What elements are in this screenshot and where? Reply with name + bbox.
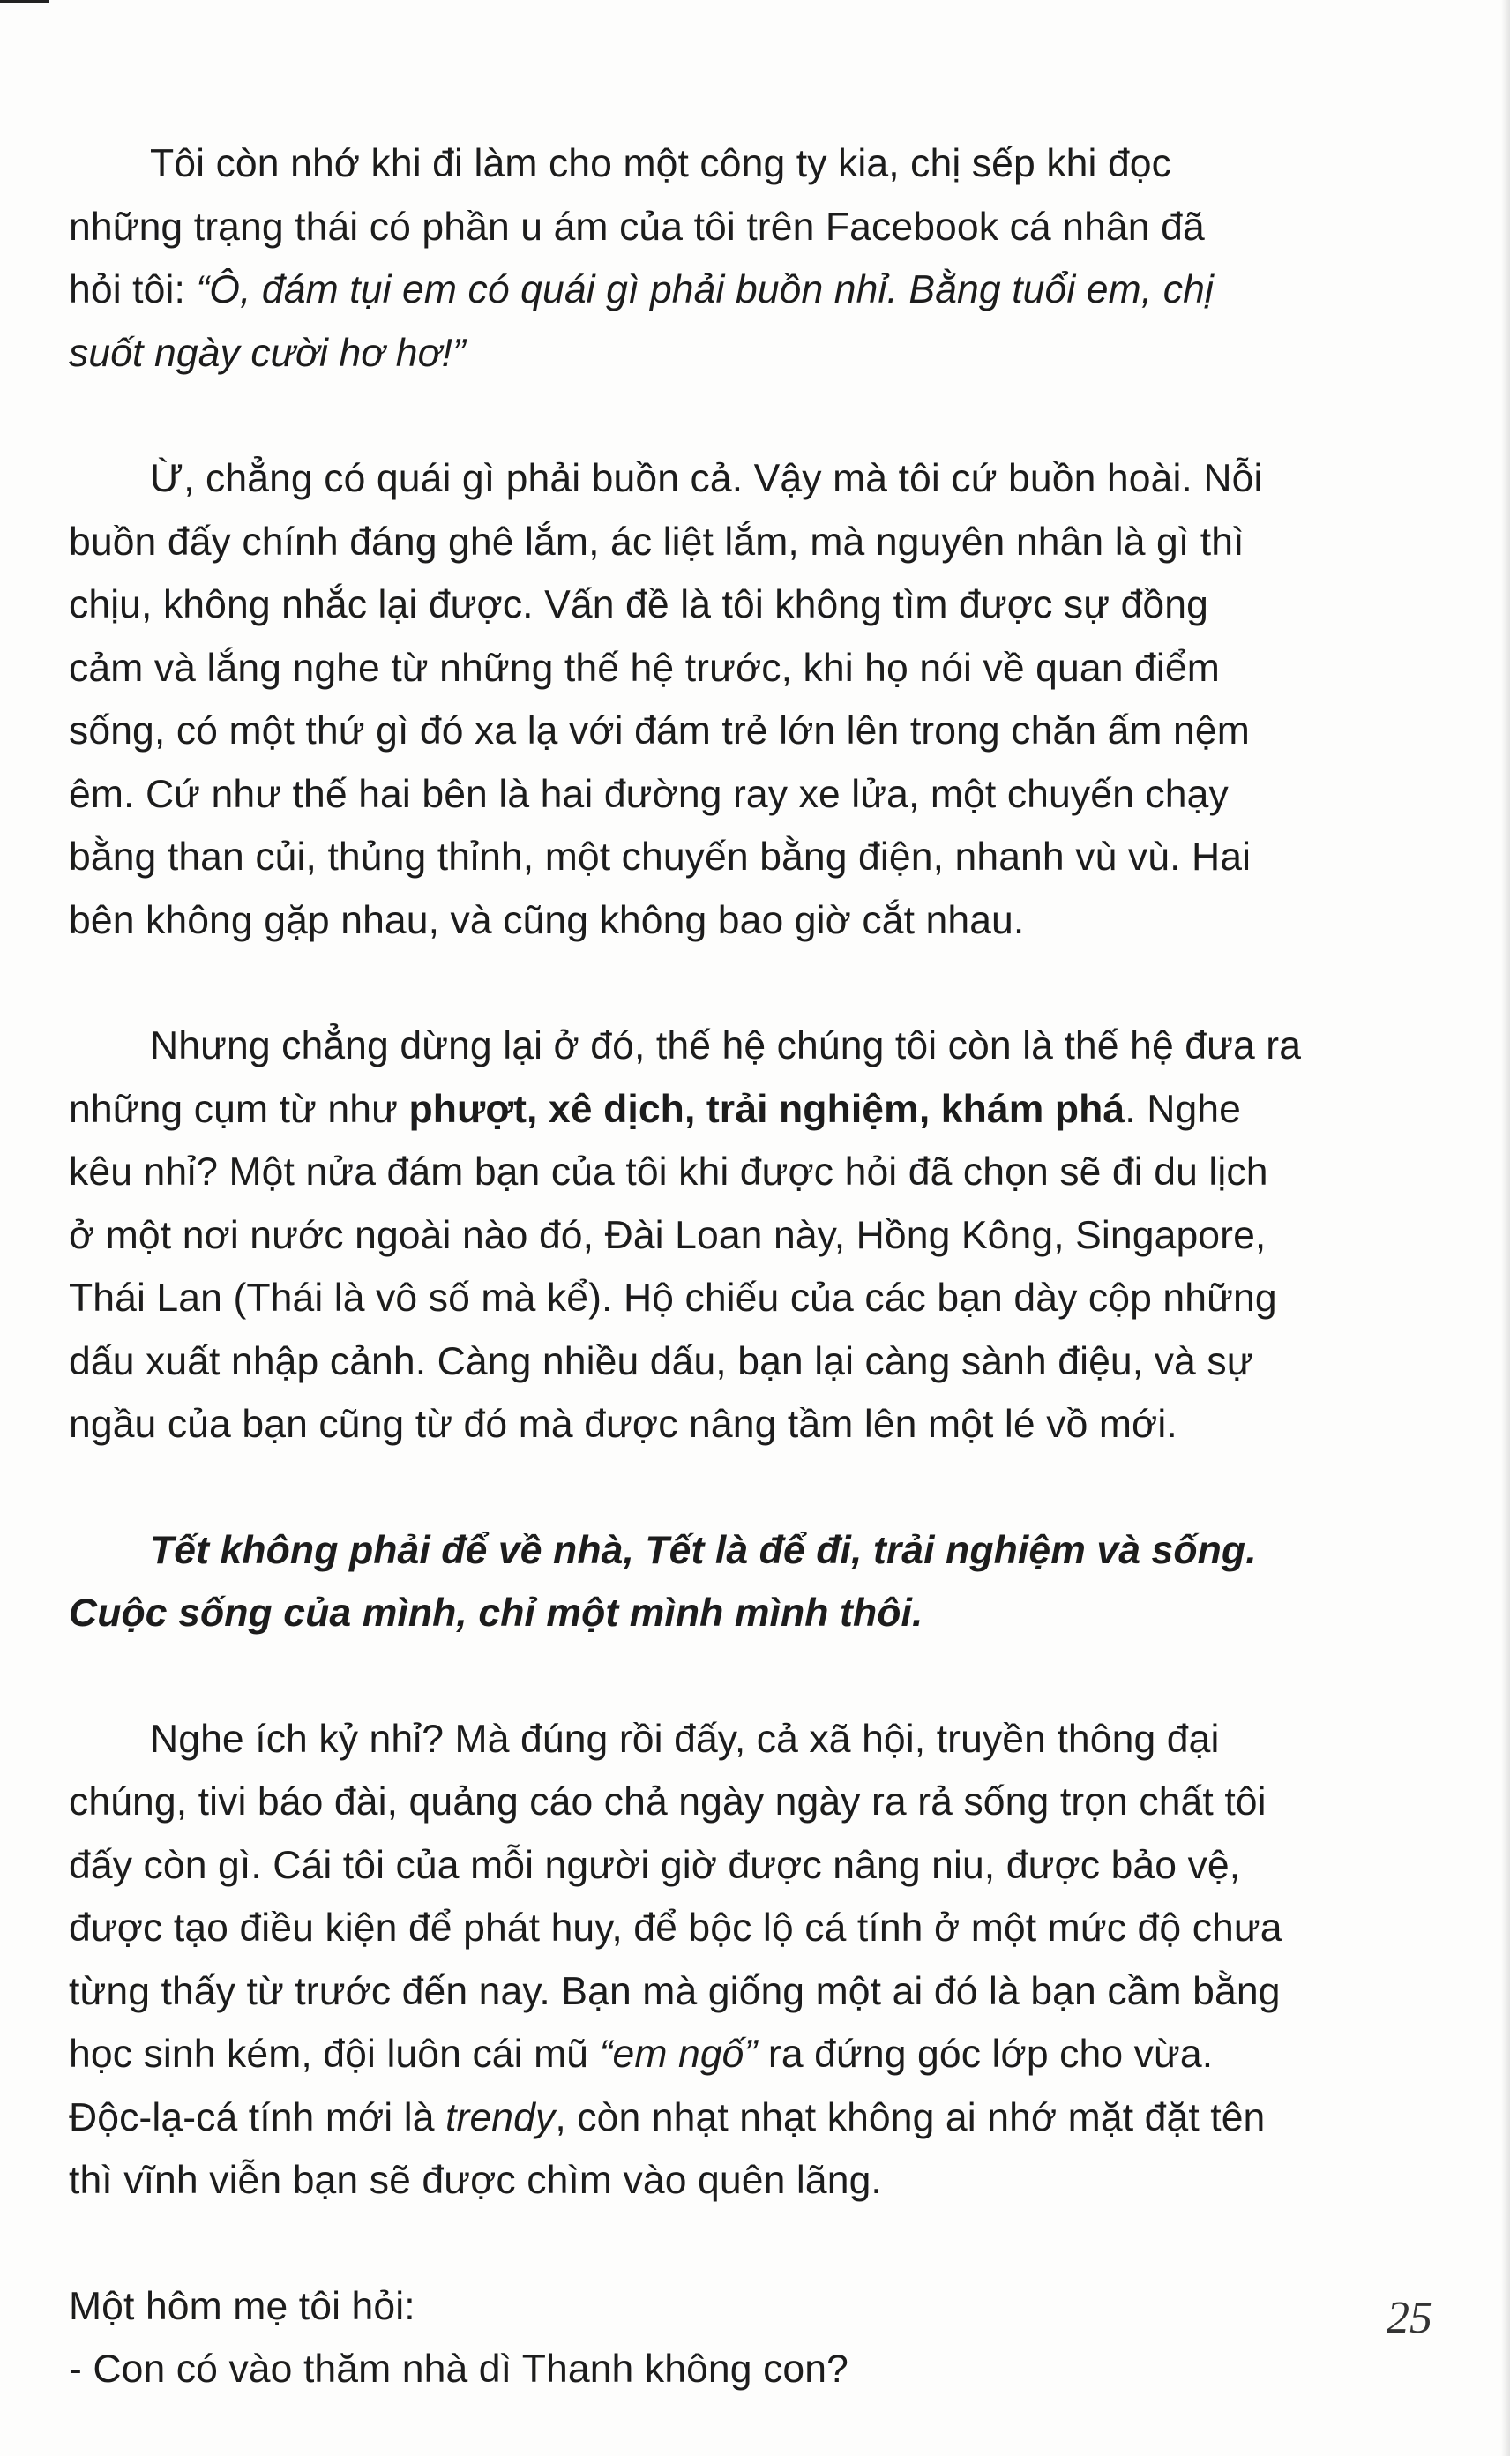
text-run: , còn nhạt nhạt không ai nhớ mặt đặt tên: [555, 2095, 1266, 2139]
text-line: [69, 1267, 1392, 1330]
italic-text: “Ô, đám tụi em có quái gì phải buồn nhỉ. Bằng tuổi em, chị: [196, 268, 1214, 311]
text-run: êm. Cứ như thế hai bên là hai đường ray xe lửa, một chuyến chạy: [69, 772, 1229, 816]
text-line: [69, 1393, 1392, 1457]
italic-text: trendy: [445, 2095, 556, 2139]
text-line: [69, 1834, 1392, 1898]
page-number: 25: [1387, 2293, 1432, 2343]
text-run: học sinh kém, đội luôn cái mũ: [69, 2033, 600, 2076]
body-text: [69, 132, 1392, 2464]
italic-text: “em ngố”: [599, 2033, 758, 2076]
text-line: [69, 2338, 1392, 2401]
text-line: [69, 1078, 1392, 1142]
text-run: được tạo điều kiện để phát huy, để bộc lộ cá tính ở một mức độ chưa: [69, 1906, 1282, 1950]
text-line: [69, 889, 1392, 953]
text-line: [69, 2023, 1392, 2086]
text-line: [69, 2086, 1392, 2150]
text-run: buồn đấy chính đáng ghê lắm, ác liệt lắm, mà nguyên nhân là gì thì: [69, 520, 1245, 564]
text-run: Cuộc sống của mình, chỉ một mình mình thôi.: [69, 1591, 923, 1635]
text-run: từng thấy từ trước đến nay. Bạn mà giống một ai đó là bạn cầm bằng: [69, 1969, 1281, 2013]
text-run: Nghe ích kỷ nhỉ? Mà đúng rồi đấy, cả xã hội, truyền thông đại: [150, 1717, 1220, 1761]
text-line: [69, 2275, 1392, 2339]
text-line: [69, 196, 1392, 259]
text-line: [69, 1897, 1392, 1960]
text-line: [69, 573, 1392, 637]
text-run: Độc-lạ-cá tính mới là: [69, 2095, 446, 2139]
page-edge-shadow: [1501, 0, 1510, 2456]
text-run: kêu nhỉ? Một nửa đám bạn của tôi khi được hỏi đã chọn sẽ đi du lịch: [69, 1150, 1268, 1194]
text-line: [69, 1960, 1392, 2024]
text-run: chịu, không nhắc lại được. Vấn đề là tôi không tìm được sự đồng: [69, 583, 1208, 626]
paragraph: [69, 132, 1392, 385]
text-run: ở một nơi nước ngoài nào đó, Đài Loan này, Hồng Kông, Singapore,: [69, 1213, 1267, 1257]
bold-text: phượt, xê dịch, trải nghiệm, khám phá: [408, 1087, 1125, 1131]
text-run: - Con có vào thăm nhà dì Thanh không con?: [69, 2348, 848, 2391]
text-line: [69, 763, 1392, 827]
text-run: những trạng thái có phần u ám của tôi trên Facebook cá nhân đã: [69, 205, 1205, 249]
text-run: bằng than củi, thủng thỉnh, một chuyến bằng điện, nhanh vù vù. Hai: [69, 835, 1252, 879]
text-run: bên không gặp nhau, và cũng không bao giờ cắt nhau.: [69, 898, 1025, 942]
text-line: [69, 1015, 1392, 1078]
paragraph: [69, 447, 1392, 952]
text-line: [69, 1141, 1392, 1204]
text-line: [69, 447, 1392, 511]
text-line: [69, 511, 1392, 574]
paragraph: [69, 2275, 1392, 2401]
text-run: ngầu của bạn cũng từ đó mà được nâng tầm lên một lé vồ mới.: [69, 1403, 1177, 1446]
text-line: [69, 1771, 1392, 1834]
text-run: Thái Lan (Thái là vô số mà kể). Hộ chiếu của các bạn dày cộp những: [69, 1277, 1277, 1320]
corner-mark: [0, 0, 49, 3]
text-line: [69, 1330, 1392, 1394]
text-run: Tết không phải để về nhà, Tết là để đi, trải nghiệm và sống.: [150, 1528, 1257, 1572]
text-line: [69, 2149, 1392, 2213]
text-line: [69, 700, 1392, 763]
paragraph: [69, 1015, 1392, 1457]
text-line: [69, 258, 1392, 322]
text-run: Một hôm mẹ tôi hỏi:: [69, 2284, 415, 2328]
text-run: Nhưng chẳng dừng lại ở đó, thế hệ chúng tôi còn là thế hệ đưa ra: [150, 1024, 1302, 1067]
text-run: hỏi tôi:: [69, 268, 197, 311]
text-run: ra đứng góc lớp cho vừa.: [757, 2033, 1214, 2076]
text-line: [69, 1519, 1392, 1583]
text-line: [69, 637, 1392, 700]
text-run: Tôi còn nhớ khi đi làm cho một công ty kia, chị sếp khi đọc: [150, 142, 1172, 185]
text-line: [69, 1582, 1392, 1645]
text-run: . Nghe: [1125, 1087, 1241, 1131]
text-run: đấy còn gì. Cái tôi của mỗi người giờ được nâng niu, được bảo vệ,: [69, 1843, 1241, 1887]
text-run: sống, có một thứ gì đó xa lạ với đám trẻ lớn lên trong chăn ấm nệm: [69, 709, 1250, 753]
paragraph: [69, 1708, 1392, 2213]
text-run: những cụm từ như: [69, 1087, 409, 1131]
text-run: cảm và lắng nghe từ những thế hệ trước, khi họ nói về quan điểm: [69, 646, 1220, 690]
text-line: [69, 132, 1392, 196]
text-line: [69, 322, 1392, 386]
emphasis-paragraph: [69, 1519, 1392, 1645]
text-run: chúng, tivi báo đài, quảng cáo chả ngày ngày ra rả sống trọn chất tôi: [69, 1780, 1267, 1824]
text-line: [69, 826, 1392, 889]
text-run: dấu xuất nhập cảnh. Càng nhiều dấu, bạn lại càng sành điệu, và sự: [69, 1339, 1253, 1383]
text-line: [69, 1204, 1392, 1268]
text-run: Ừ, chẳng có quái gì phải buồn cả. Vậy mà tôi cứ buồn hoài. Nỗi: [150, 457, 1263, 500]
text-line: [69, 1708, 1392, 1771]
italic-text: suốt ngày cười hơ hơ!”: [69, 331, 466, 375]
text-run: thì vĩnh viễn bạn sẽ được chìm vào quên lãng.: [69, 2159, 882, 2202]
